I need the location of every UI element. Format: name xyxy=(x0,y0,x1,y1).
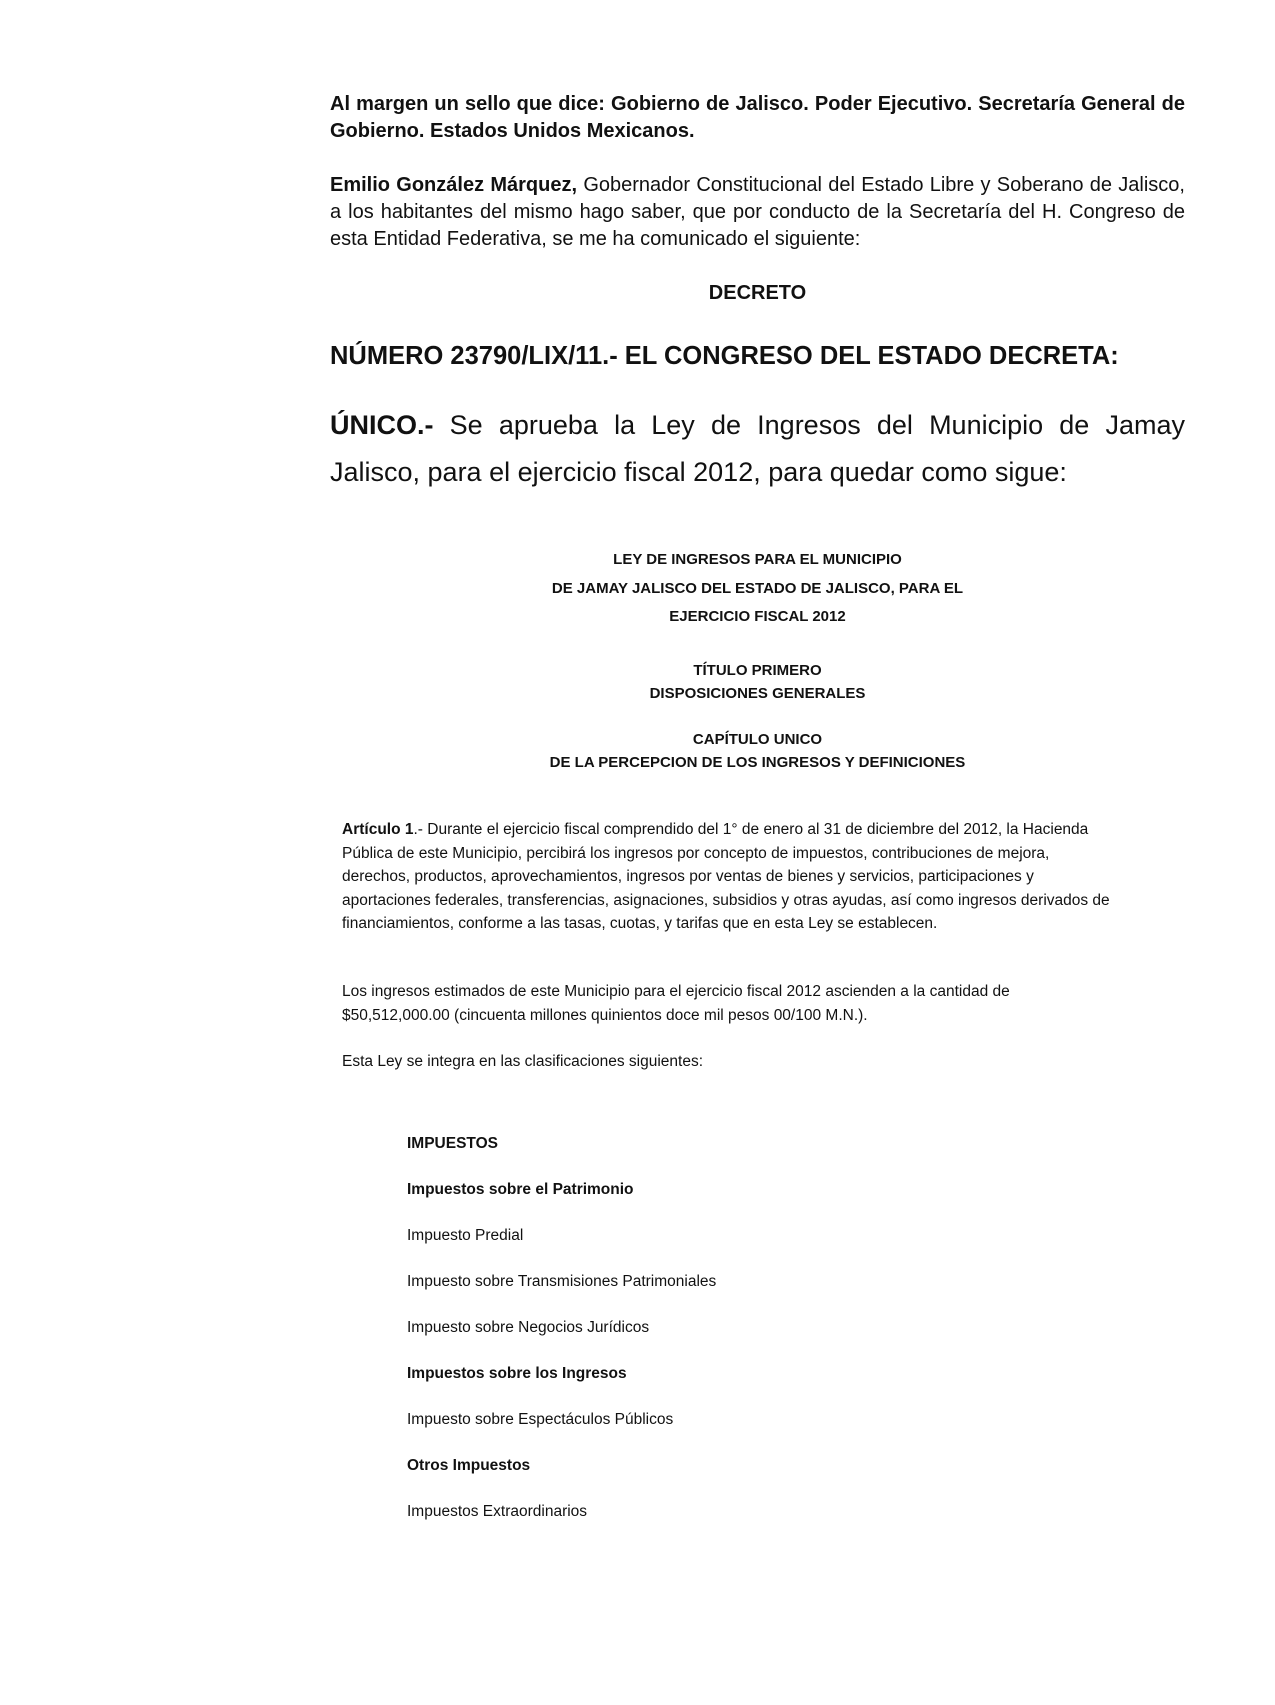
decreto-heading: DECRETO xyxy=(708,282,807,304)
classification-item: Impuesto sobre Espectáculos Públicos xyxy=(407,1411,674,1428)
articulo-1-text: .- Durante el ejercicio fiscal comprendido del 1° de enero al 31 de diciembre del 2012, la Hacienda Pública de este Municipio, percibirá los ingresos por concepto de impuestos, contribuciones de mejora, derechos, productos, aprovechamientos, ingresos por ventas de bienes y servicios, participaciones y aportaciones federales, transferencias, asignaciones, subsidios y otras ayudas, así como ingresos derivados de financiamientos, conforme a las tasas, cuotas, y tarifas que en esta Ley se establecen. xyxy=(342,821,1110,932)
classification-item: IMPUESTOS xyxy=(407,1135,499,1152)
classification-item: Impuesto Predial xyxy=(407,1227,524,1244)
articulo-1-paragraph xyxy=(342,818,1114,936)
capitulo-heading xyxy=(330,728,1185,774)
law-title-line: LEY DE INGRESOS PARA EL MUNICIPIO xyxy=(613,551,902,568)
law-title-line: DE JAMAY JALISCO DEL ESTADO DE JALISCO, PARA EL xyxy=(551,579,964,597)
disposiciones-generales: DISPOSICIONES GENERALES xyxy=(649,685,866,702)
classification-item: Impuestos sobre el Patrimonio xyxy=(407,1181,634,1198)
classification-item: Otros Impuestos xyxy=(407,1457,531,1474)
unico-label: ÚNICO.- xyxy=(330,410,434,440)
classification-item: Impuesto sobre Negocios Jurídicos xyxy=(407,1319,650,1336)
estimated-income-paragraph: Los ingresos estimados de este Municipio para el ejercicio fiscal 2012 ascienden a la cantidad de $50,512,000.00 (cincuenta millones quinientos doce mil pesos 00/100 M.N.). xyxy=(342,983,1010,1024)
governor-text: Gobernador Constitucional del Estado Libre y Soberano de Jalisco, a los habitantes del mismo hago saber, que por conducto de la Secretaría del H. Congreso de esta Entidad Federativa, se me ha comunicado el siguiente: xyxy=(330,174,1185,250)
capitulo-unico: CAPÍTULO UNICO xyxy=(692,731,823,748)
margin-seal-note: Al margen un sello que dice: Gobierno de Jalisco. Poder Ejecutivo. Secretaría General de Gobierno. Estados Unidos Mexicanos. xyxy=(330,93,1185,142)
unico-text: Se aprueba la Ley de Ingresos del Municipio de Jamay Jalisco, para el ejercicio fiscal 2012, para quedar como sigue: xyxy=(330,410,1185,487)
classification-item: Impuesto sobre Transmisiones Patrimoniales xyxy=(407,1273,717,1290)
law-title-line: EJERCICIO FISCAL 2012 xyxy=(669,608,846,625)
law-title xyxy=(330,546,1185,632)
governor-paragraph xyxy=(330,172,1185,253)
titulo-primero: TÍTULO PRIMERO xyxy=(693,662,822,679)
classifications-intro: Esta Ley se integra en las clasificaciones siguientes: xyxy=(342,1053,704,1070)
articulo-1-label: Artículo 1 xyxy=(342,821,414,838)
decree-number: NÚMERO 23790/LIX/11.- EL CONGRESO DEL ESTADO DECRETA: xyxy=(330,342,1119,370)
classification-item: Impuestos sobre los Ingresos xyxy=(407,1365,627,1382)
classification-item: Impuestos Extraordinarios xyxy=(407,1503,588,1520)
unico-paragraph xyxy=(330,402,1185,496)
titulo-primero-heading xyxy=(330,659,1185,705)
governor-name: Emilio González Márquez, xyxy=(330,174,578,196)
capitulo-subtitle: DE LA PERCEPCION DE LOS INGRESOS Y DEFINICIONES xyxy=(549,754,966,771)
